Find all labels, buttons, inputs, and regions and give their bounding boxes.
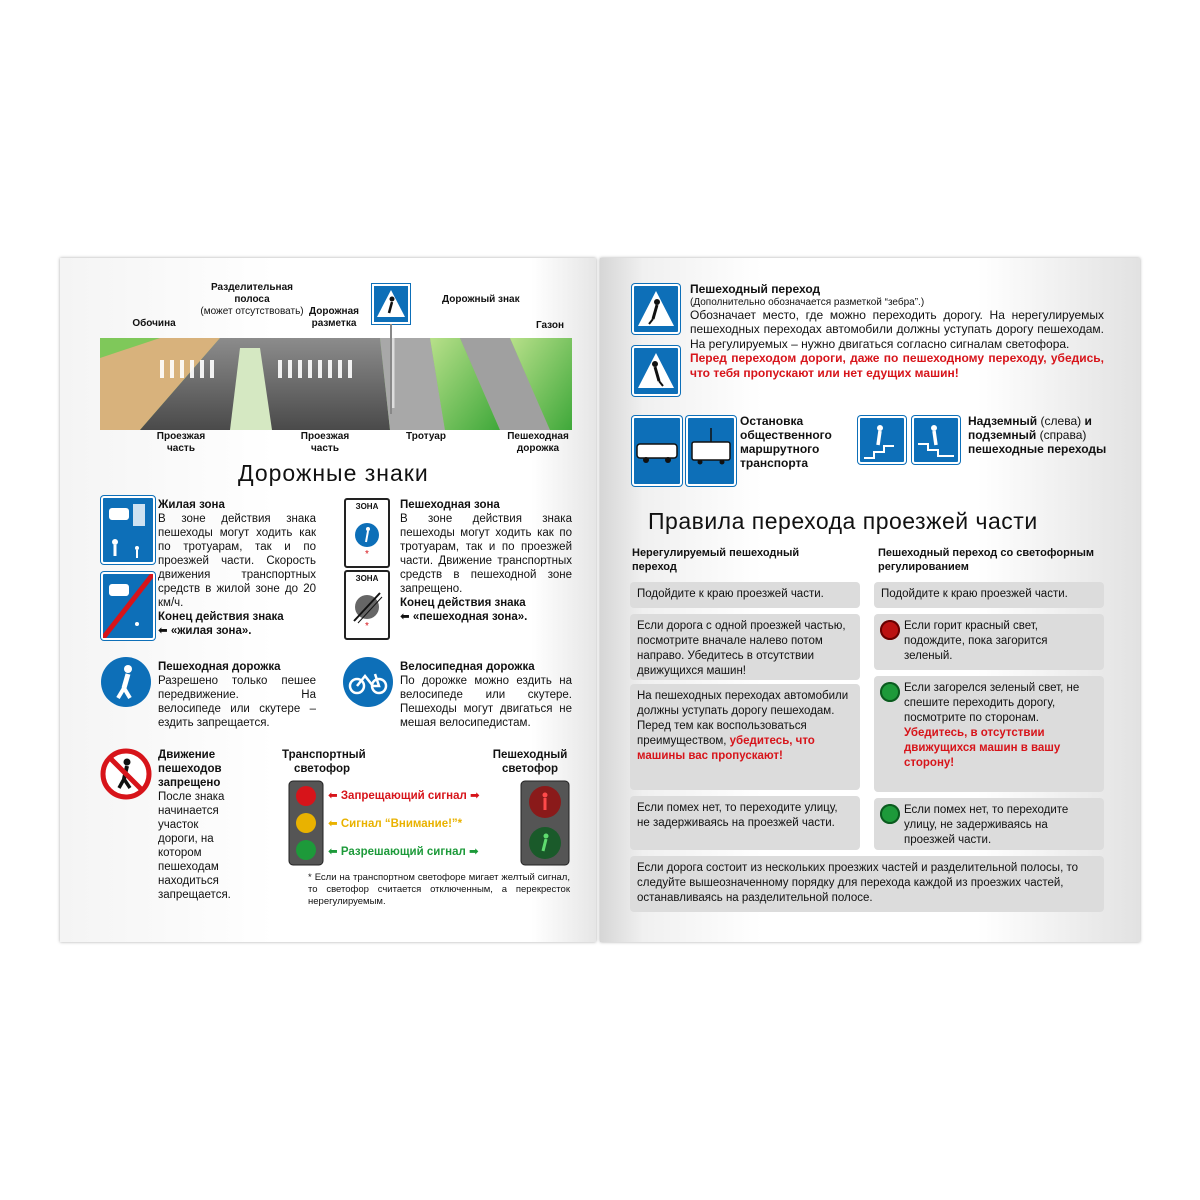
pedestrian-end-icon <box>346 583 388 633</box>
bike-path-sign <box>342 656 394 708</box>
label-shoulder: Обочина <box>132 318 176 329</box>
bus-stop-sign <box>632 416 682 486</box>
green-signal-label: ⬅ Разрешающий сигнал ➡ <box>328 846 479 858</box>
label-lawn: Газон <box>535 320 565 331</box>
col2-row-2: Если горит красный свет, подождите, пока загорится зеленый. <box>874 614 1104 670</box>
end-zone-icon <box>103 574 153 638</box>
col2-row-1: Подойдите к краю проезжей части. <box>874 582 1104 608</box>
label-footpath: Пешеходная дорожка <box>507 431 569 454</box>
tram-stop-sign <box>686 416 736 486</box>
pedestrian-traffic-light <box>520 780 570 866</box>
tram-icon <box>688 418 734 484</box>
crosswalk-sign-2 <box>632 346 680 396</box>
transport-light-title: Транспортный светофор <box>282 749 366 775</box>
pedestrian-crossing-icon <box>374 286 408 322</box>
col1-row-3: На пешеходных переходах автомобили должны уступать дорогу пешеходам. Перед тем как воспользоваться преимуществом, убедитесь, что машины вас пропускают! <box>630 684 860 790</box>
overpass-sign <box>858 416 906 464</box>
label-roadway-1: Проезжая часть <box>156 431 206 454</box>
ped-light-title: Пешеходный светофор <box>492 749 568 775</box>
yellow-lamp <box>296 813 316 833</box>
bus-stop-label: Остановка общественного маршрутного транспорта <box>740 414 832 470</box>
bottom-note: Если дорога состоит из нескольких проезжих частей и разделительной полосы, то следуйте вышеозначенному порядку для перехода каждой из проезжих частей, останавливаясь на разделительной полосе. <box>630 856 1104 912</box>
footpath-sign <box>100 656 152 708</box>
red-signal-label: ⬅ Запрещающий сигнал ➡ <box>328 790 480 802</box>
pedestrian-icon <box>346 511 388 561</box>
green-light-icon <box>880 682 900 702</box>
ped-zone-end-sign-word: ЗОНА <box>355 574 379 583</box>
green-light-icon-2 <box>880 804 900 824</box>
label-divider: Разделительная полоса (может отсутствовать) <box>200 282 304 317</box>
bike-path-text: Велосипедная дорожка По дорожке можно ездить на велосипеде или скутере. Пешеходы могут двигаться не мешая велосипедистам. <box>400 661 572 729</box>
svg-text:*: * <box>365 549 369 560</box>
living-zone-end-name: ⬅ «жилая зона». <box>158 625 252 637</box>
footpath-text: Пешеходная дорожка Разрешено только пешее передвижение. На велосипеде или скутере – ездить запрещается. <box>158 661 316 729</box>
ped-zone-end-name: ⬅ «пешеходная зона». <box>400 611 528 623</box>
crosswalk-sign-1 <box>632 284 680 334</box>
car-icon <box>103 498 153 562</box>
right-page <box>600 258 1140 942</box>
sign-pole <box>390 324 392 414</box>
living-zone-end-sign <box>101 572 155 640</box>
road-diagram <box>100 338 572 430</box>
yellow-signal-label: ⬅ Сигнал “Внимание!”* <box>328 818 463 830</box>
col1-row-4: Если помех нет, то переходите улицу, не задерживаясь на проезжей части. <box>630 796 860 850</box>
red-lamp <box>296 786 316 806</box>
left-page <box>60 258 596 942</box>
living-zone-sign <box>101 496 155 564</box>
col2-row-4: Если помех нет, то переходите улицу, не задерживаясь на проезжей части. <box>874 798 1104 850</box>
col2-title: Пешеходный переход со светофорным регулированием <box>878 547 1094 573</box>
crosswalk-sign-small <box>372 284 410 324</box>
label-road-sign: Дорожный знак <box>442 294 520 305</box>
col1-row-2: Если дорога с одной проезжей частью, посмотрите вначале налево потом направо. Убедитесь в отсутствии движущихся машин! <box>630 614 860 680</box>
label-roadway-2: Проезжая часть <box>300 431 350 454</box>
ped-zone-text: Пешеходная зона В зоне действия знака пешеходы могут ходить как по тротуарам, так и по проезжей части. Движение транспортных средств в пешеходной зоне запрещено. Конец действия знака ⬅ «пешеходная зона». <box>400 499 572 623</box>
bus-icon <box>634 418 680 484</box>
svg-text:*: * <box>365 621 369 632</box>
label-marking: Дорожная разметка <box>309 306 359 329</box>
pedestrian-crossing-icon <box>634 348 678 394</box>
living-zone-text: Жилая зона В зоне действия знака пешеходы могут ходить как по тротуарам, так и по проезжей части. Скорость движения транспортных средств в жилой зоне до 20 км/ч. Конец действия знака ⬅ «жилая зона». <box>158 499 316 637</box>
overpass-label: Надземный (слева) и подземный (справа) пешеходные переходы <box>968 414 1107 456</box>
rules-title: Правила перехода проезжей части <box>648 508 1038 534</box>
col1-row-1: Подойдите к краю проезжей части. <box>630 582 860 608</box>
label-sidewalk: Тротуар <box>406 431 446 442</box>
crossing-text: Пешеходный переход (Дополнительно обозначается разметкой “зебра”.) Обозначает место, где можно переходить дорогу. На нерегулируемых пешеходных переходах автомобили должны уступать дорогу пешеходам. На регулируемых – нужно двигаться согласно сигналам светофора. Перед переходом дороги, даже по пешеходному переходу, убедись, что тебя пропускают или нет едущих машин! <box>690 282 1104 380</box>
road-signs-title: Дорожные знаки <box>238 460 429 486</box>
pedestrian-crossing-icon <box>634 286 678 332</box>
no-pedestrians-sign <box>100 748 152 800</box>
ped-zone-end-sign <box>344 570 390 640</box>
col1-title: Нерегулируемый пешеходный переход <box>632 547 800 573</box>
green-lamp <box>296 840 316 860</box>
stairs-down-icon <box>914 418 958 462</box>
underpass-sign <box>912 416 960 464</box>
no-pedestrians-text: Движение пешеходов запрещено После знака начинается участок дороги, на котором пешеходам находиться запрещается. <box>158 749 231 901</box>
red-light-icon <box>880 620 900 640</box>
col2-row-3: Если загорелся зеленый свет, не спешите переходить дорогу, посмотрите по сторонам. Убедитесь, в отсутствии движущихся машин в вашу сторону! <box>874 676 1104 792</box>
lights-footnote: * Если на транспортном светофоре мигает желтый сигнал, то светофор считается отключенным, а перекресток нерегулируемым. <box>308 872 570 907</box>
ped-zone-sign-word: ЗОНА <box>355 502 379 511</box>
transport-traffic-light <box>288 780 324 866</box>
ped-zone-sign <box>344 498 390 568</box>
stairs-up-icon <box>860 418 904 462</box>
